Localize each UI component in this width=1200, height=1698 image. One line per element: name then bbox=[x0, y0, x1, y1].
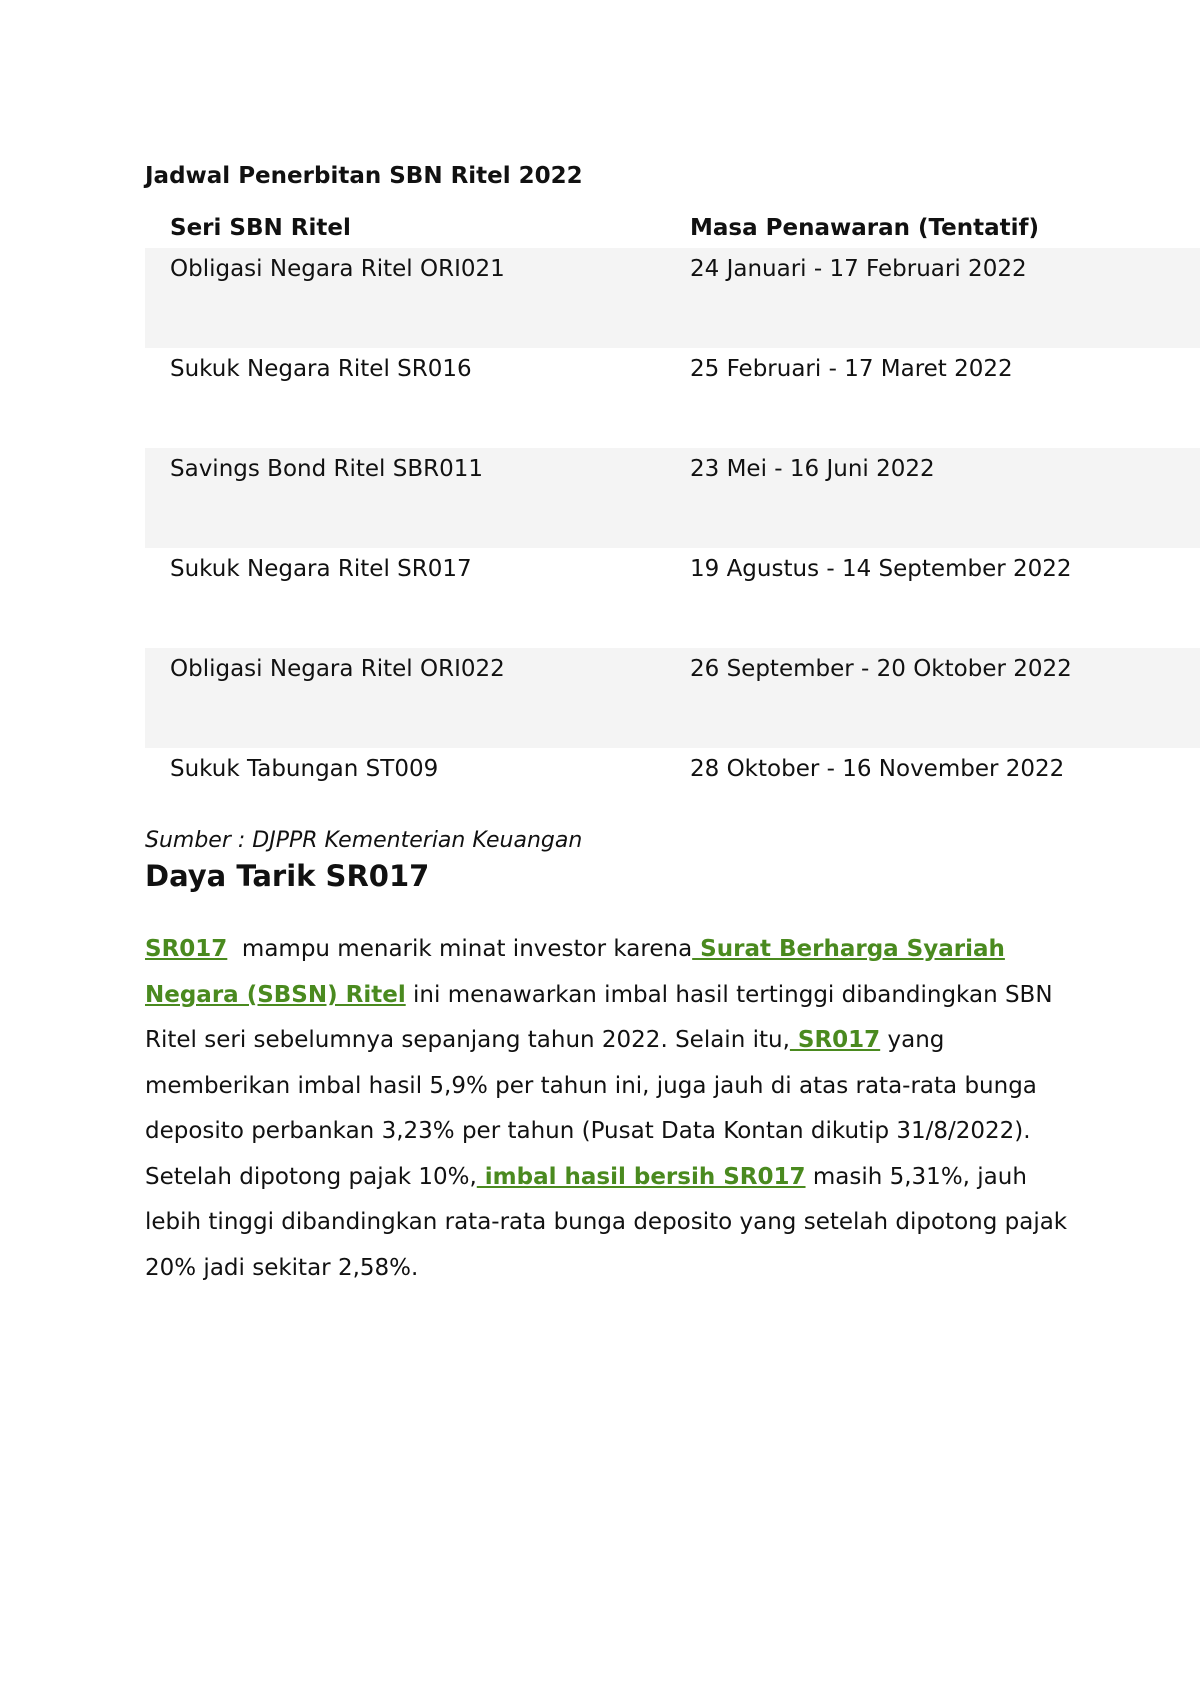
source-caption: Sumber : DJPPR Kementerian Keuangan bbox=[145, 828, 583, 853]
sr017-link[interactable]: SR017 bbox=[145, 936, 228, 962]
cell-series: Sukuk Negara Ritel SR016 bbox=[170, 356, 472, 382]
paragraph-1 bbox=[145, 927, 1075, 1155]
sbsn-ritel-link[interactable]: Surat Berharga Syariah Negara (SBSN) Ritel bbox=[145, 936, 1005, 1008]
table-row bbox=[145, 248, 1200, 348]
table-row bbox=[145, 648, 1200, 748]
imbal-hasil-link[interactable]: imbal hasil bersih SR017 bbox=[476, 1163, 806, 1190]
cell-period: 24 Januari - 17 Februari 2022 bbox=[665, 248, 1200, 348]
table-title: Jadwal Penerbitan SBN Ritel 2022 bbox=[145, 163, 583, 189]
cell-series: Sukuk Negara Ritel SR017 bbox=[170, 556, 472, 582]
paragraph-text: masih 5,31%, jauh lebih tinggi dibandingkan rata-rata bunga deposito yang setelah dipotong pajak 20% jadi sekitar 2,58%. bbox=[145, 1163, 1068, 1281]
paragraph-text: yang memberikan imbal hasil 5,9% per tahun ini, juga jauh di atas rata-rata bunga deposito perbankan 3,23% per tahun (Pusat Data Kontan dikutip 31/8/2022). bbox=[145, 1027, 1037, 1144]
schedule-table bbox=[145, 208, 1200, 848]
table-row bbox=[145, 548, 1200, 648]
table-row bbox=[145, 448, 1200, 548]
paragraph-text: ini menawarkan imbal hasil tertinggi dibandingkan SBN Ritel seri sebelumnya sepanjang tahun 2022. Selain itu, bbox=[145, 981, 1053, 1053]
cell-period: 25 Februari - 17 Maret 2022 bbox=[690, 356, 1013, 382]
table-row bbox=[145, 348, 1200, 448]
paragraph-text: mampu menarik minat investor karena bbox=[227, 936, 693, 962]
cell-period: 19 Agustus - 14 September 2022 bbox=[690, 556, 1072, 582]
paragraph-2 bbox=[145, 1155, 1075, 1292]
sr017-link-2[interactable]: SR017 bbox=[789, 1027, 881, 1053]
cell-period: 28 Oktober - 16 November 2022 bbox=[690, 756, 1065, 782]
cell-period: 26 September - 20 Oktober 2022 bbox=[665, 648, 1200, 748]
cell-series: Obligasi Negara Ritel ORI022 bbox=[145, 648, 665, 748]
article-body bbox=[145, 927, 1075, 1291]
cell-series: Obligasi Negara Ritel ORI021 bbox=[145, 248, 665, 348]
paragraph-text: Setelah dipotong pajak 10%, bbox=[145, 1163, 477, 1190]
cell-period: 23 Mei - 16 Juni 2022 bbox=[665, 448, 1200, 548]
cell-series: Sukuk Tabungan ST009 bbox=[170, 756, 439, 782]
cell-series: Savings Bond Ritel SBR011 bbox=[145, 448, 665, 548]
section-title: Daya Tarik SR017 bbox=[145, 859, 430, 893]
header-series: Seri SBN Ritel bbox=[170, 215, 351, 241]
table-header-row bbox=[145, 208, 1200, 248]
header-period: Masa Penawaran (Tentatif) bbox=[690, 215, 1040, 241]
